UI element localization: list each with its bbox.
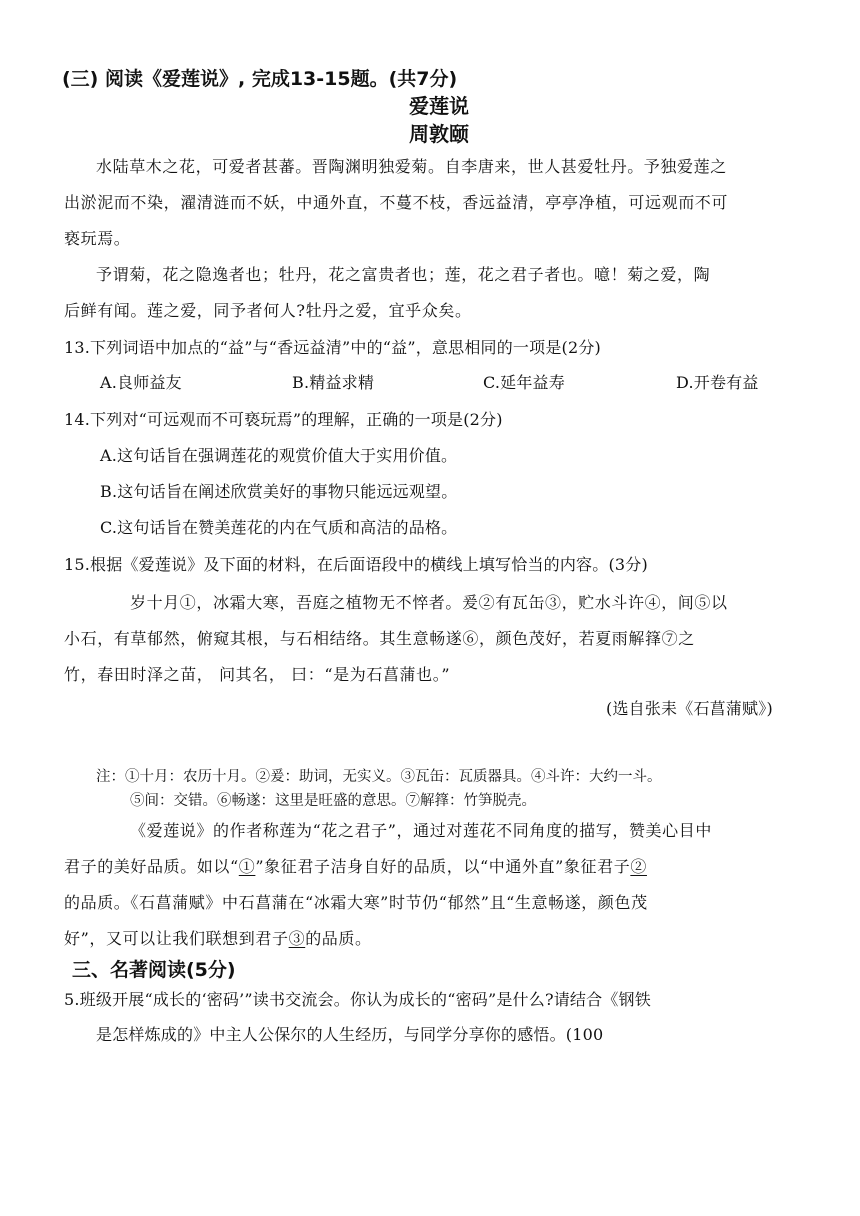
question-14-option-b: B.这句话旨在阐述欣赏美好的事物只能远远观望。	[100, 482, 458, 501]
fill-text: 君子的美好品质。如以“	[64, 857, 239, 876]
passage-title: 爱莲说	[409, 94, 469, 118]
question-13-option-d: D.开卷有益	[676, 373, 759, 392]
fill-paragraph-line	[64, 854, 647, 877]
blank-1: ①	[238, 857, 256, 876]
fill-paragraph-line: 的品质。《石菖蒲赋》中石菖蒲在“冰霜大寒”时节仍“郁然”且“生意畅遂，颜色茂	[64, 893, 648, 912]
question-14-option-c: C.这句话旨在赞美莲花的内在气质和高洁的品格。	[100, 518, 458, 537]
material-line: 小石，有草郁然，俯窥其根，与石相结络。其生意畅遂⑥，颜色茂好，若夏雨解箨⑦之	[64, 629, 695, 648]
question-13-stem: 13.下列词语中加点的“益”与“香远益清”中的“益”，意思相同的一项是(2分)	[64, 338, 601, 357]
blank-3: ③	[288, 929, 306, 948]
blank-2: ②	[630, 857, 647, 876]
fill-text: 好”，又可以让我们联想到君子	[64, 929, 289, 948]
fill-text: ”象征君子洁身自好的品质，以“中通外直”象征君子	[255, 857, 631, 876]
fill-paragraph-line: 《爱莲说》的作者称莲为“花之君子”，通过对莲花不同角度的描写，赞美心目中	[130, 821, 712, 840]
passage-line: 亵玩焉。	[64, 229, 131, 248]
material-source: (选自张耒《石菖蒲赋》)	[606, 699, 773, 718]
question-14-stem: 14.下列对“可远观而不可亵玩焉”的理解，正确的一项是(2分)	[64, 410, 503, 429]
material-line: 岁十月①，冰霜大寒，吾庭之植物无不悴者。爰②有瓦缶③，贮水斗许④，间⑤以	[130, 593, 728, 612]
fill-paragraph-line	[64, 926, 372, 949]
question-14-option-a: A.这句话旨在强调莲花的观赏价值大于实用价值。	[100, 446, 458, 465]
section-heading-classics: 三、名著阅读(5分)	[72, 959, 236, 981]
fill-text: 的品质。	[305, 929, 372, 948]
passage-line: 出淤泥而不染，濯清涟而不妖，中通外直，不蔓不枝，香远益清，亭亭净植，可远观而不可	[64, 193, 729, 212]
material-note: ⑤间：交错。⑥畅遂：这里是旺盛的意思。⑦解箨：竹笋脱壳。	[130, 793, 536, 809]
question-13-option-c: C.延年益寿	[483, 373, 565, 392]
passage-line: 后鲜有闻。莲之爱，同予者何人?牡丹之爱，宜乎众矣。	[64, 301, 472, 320]
question-5-line: 是怎样炼成的》中主人公保尔的人生经历，与同学分享你的感悟。(100	[96, 1025, 604, 1044]
question-13-option-b: B.精益求精	[292, 373, 375, 392]
section-heading: (三) 阅读《爱莲说》, 完成13-15题。(共7分)	[62, 68, 458, 90]
question-13-option-a: A.良师益友	[100, 373, 182, 392]
passage-line: 水陆草木之花，可爱者甚蕃。晋陶渊明独爱菊。自李唐来，世人甚爱牡丹。予独爱莲之	[96, 157, 727, 176]
question-5-line: 5.班级开展“成长的‘密码’”读书交流会。你认为成长的“密码”是什么?请结合《钢铁	[64, 990, 651, 1009]
material-note: 注：①十月：农历十月。②爰：助词，无实义。③瓦缶：瓦质器具。④斗许：大约一斗。	[96, 769, 662, 785]
question-15-stem: 15.根据《爱莲说》及下面的材料，在后面语段中的横线上填写恰当的内容。(3分)	[64, 555, 648, 574]
material-line: 竹，春田时泽之苗， 问其名， 曰：“是为石菖蒲也。”	[64, 665, 451, 684]
passage-author: 周敦颐	[409, 122, 469, 146]
passage-line: 予谓菊，花之隐逸者也；牡丹，花之富贵者也；莲，花之君子者也。噫！菊之爱，陶	[96, 265, 711, 284]
